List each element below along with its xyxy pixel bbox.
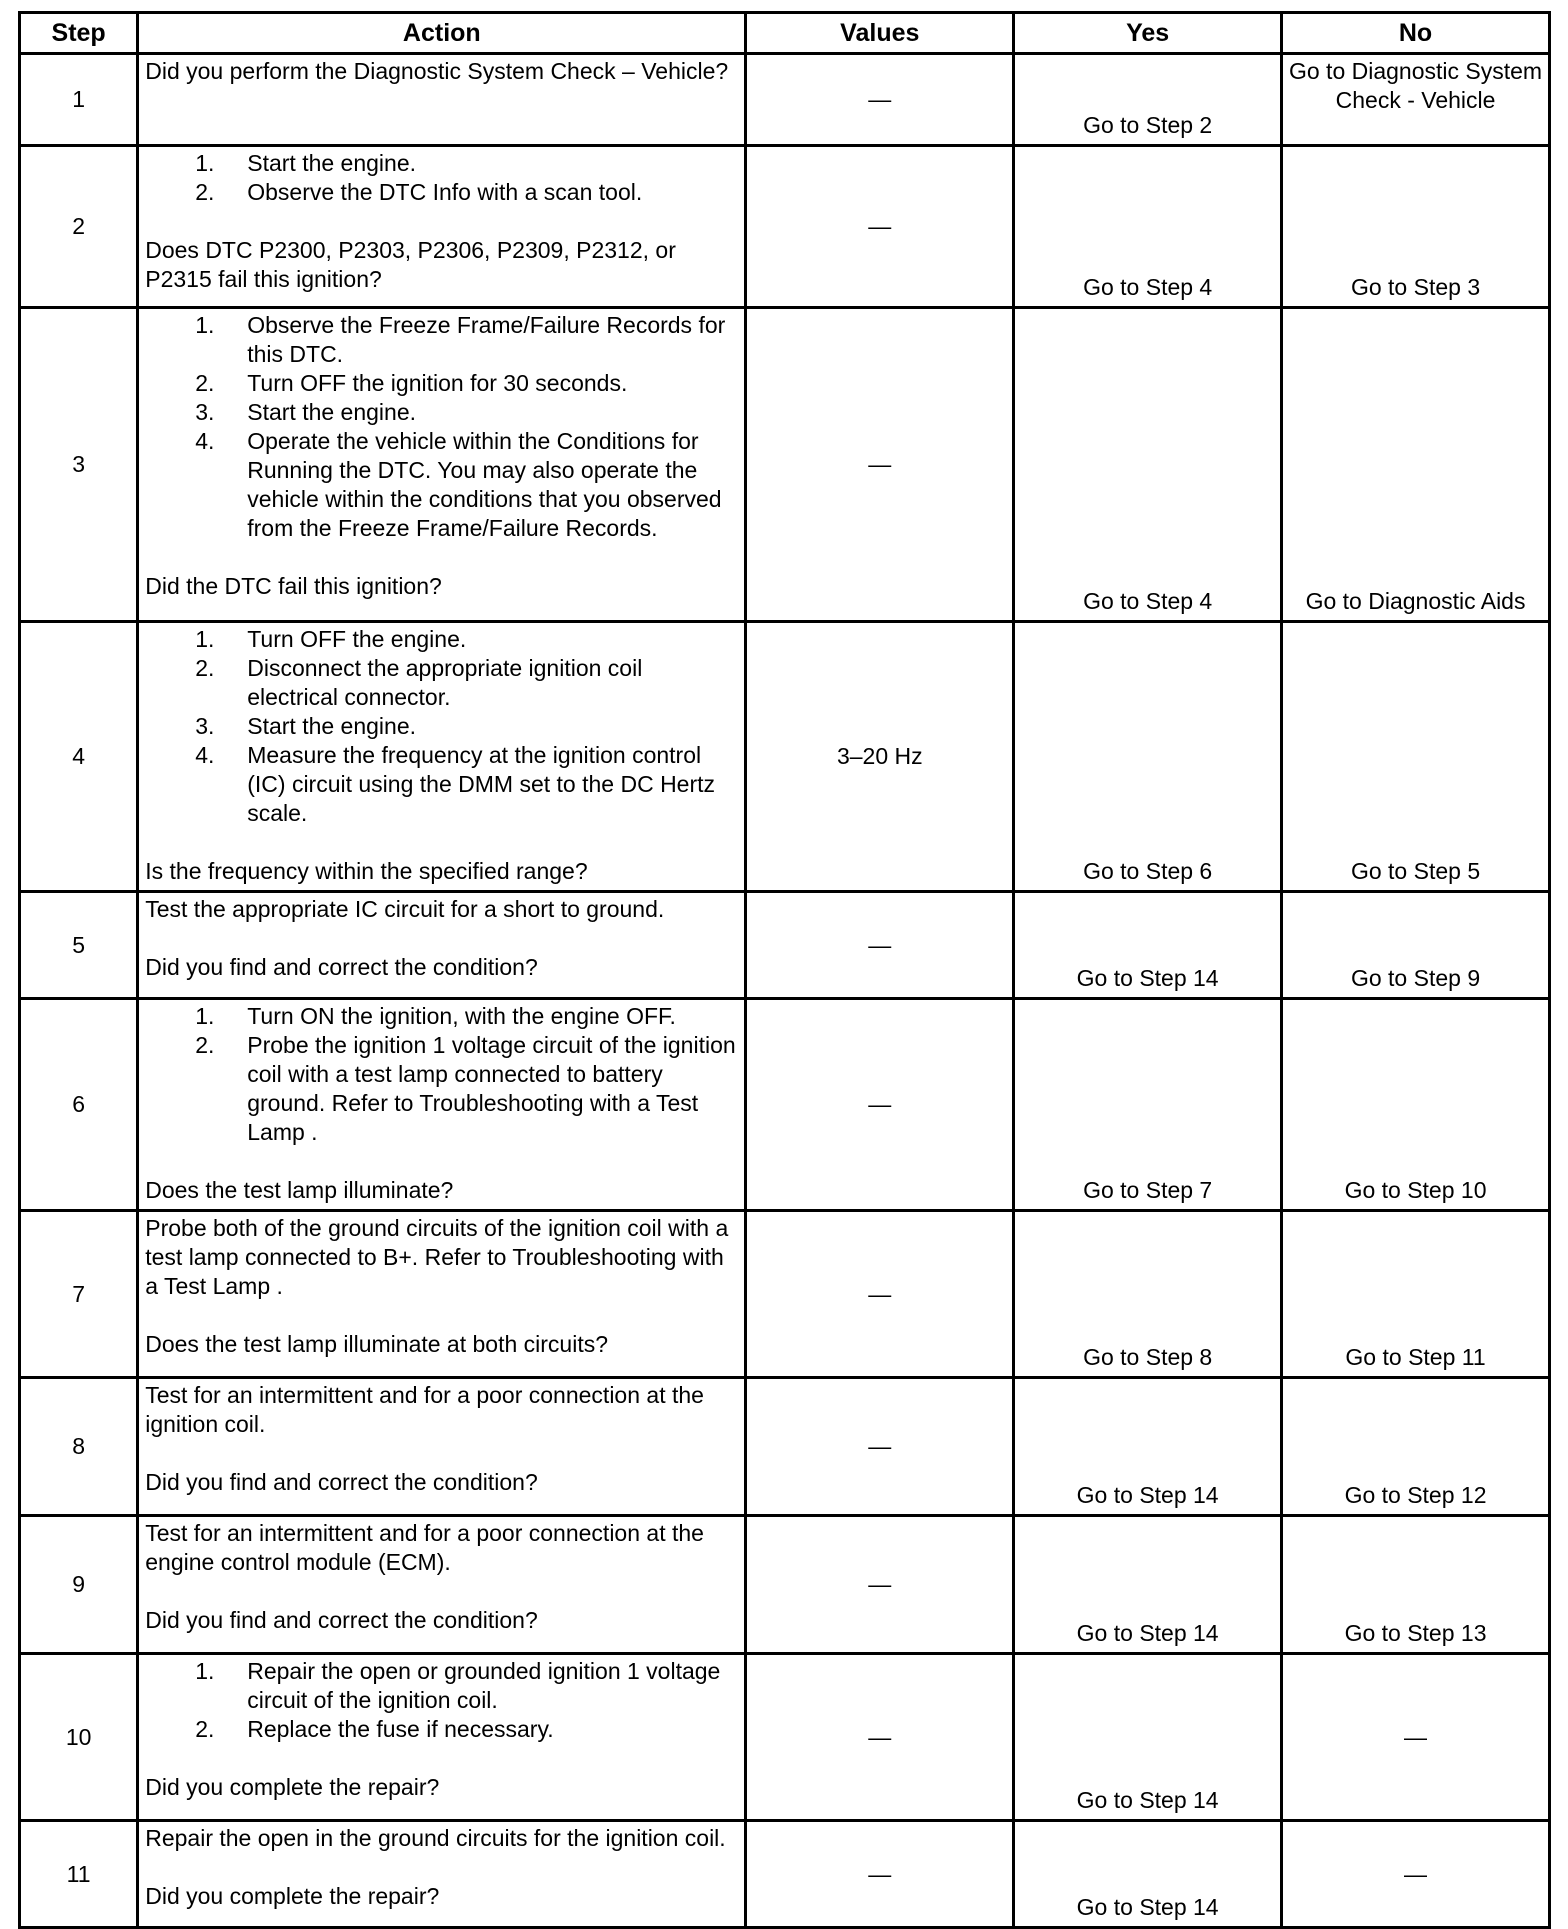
action-step: 2. Disconnect the appropriate ignition coil electrical connector.: [195, 655, 643, 710]
step-number: 9: [20, 1516, 138, 1654]
action-question: Does the test lamp illuminate?: [145, 1177, 454, 1203]
yes-cell: Go to Step 14: [1014, 1821, 1282, 1928]
header-yes: Yes: [1014, 13, 1282, 54]
action-step: 3. Start the engine.: [195, 399, 417, 425]
no-cell: Go to Step 11: [1282, 1211, 1550, 1378]
yes-cell: Go to Step 2: [1014, 54, 1282, 146]
action-question: Is the frequency within the specified range?: [145, 858, 588, 884]
step-number: 5: [20, 892, 138, 999]
table-row: [20, 622, 1550, 892]
no-cell: Go to Step 3: [1282, 146, 1550, 308]
values-cell: —: [746, 1516, 1014, 1654]
action-step: 2. Turn OFF the ignition for 30 seconds.: [195, 370, 628, 396]
table-row: [20, 308, 1550, 622]
header-values: Values: [746, 13, 1014, 54]
no-cell: Go to Diagnostic Aids: [1282, 308, 1550, 622]
no-cell: Go to Step 12: [1282, 1378, 1550, 1516]
action-step: 1. Turn OFF the engine.: [195, 626, 467, 652]
action-intro: Test the appropriate IC circuit for a short to ground.: [145, 896, 665, 922]
yes-cell: Go to Step 14: [1014, 1516, 1282, 1654]
action-cell: [138, 999, 746, 1211]
yes-cell: Go to Step 4: [1014, 146, 1282, 308]
table-row: [20, 1378, 1550, 1516]
action-steps: [145, 1002, 738, 1147]
table-row: [20, 999, 1550, 1211]
yes-cell: Go to Step 6: [1014, 622, 1282, 892]
yes-cell: Go to Step 14: [1014, 1654, 1282, 1821]
table-row: [20, 146, 1550, 308]
step-number: 7: [20, 1211, 138, 1378]
no-cell: Go to Step 10: [1282, 999, 1550, 1211]
table-row: [20, 892, 1550, 999]
table-row: [20, 1821, 1550, 1928]
action-cell: [138, 1516, 746, 1654]
action-step: 1. Start the engine.: [195, 150, 417, 176]
action-steps: [145, 1657, 738, 1744]
action-question: Did you find and correct the condition?: [145, 954, 538, 980]
action-steps: [145, 311, 738, 543]
values-cell: —: [746, 308, 1014, 622]
action-cell: [138, 308, 746, 622]
table-row: [20, 1211, 1550, 1378]
header-row: [20, 13, 1550, 54]
step-number: 10: [20, 1654, 138, 1821]
action-question: Did the DTC fail this ignition?: [145, 573, 442, 599]
table-row: [20, 1654, 1550, 1821]
yes-cell: Go to Step 14: [1014, 892, 1282, 999]
action-step: 4. Measure the frequency at the ignition control (IC) circuit using the DMM set to the DC Hertz scale.: [195, 742, 716, 826]
action-intro: Did you perform the Diagnostic System Check – Vehicle?: [145, 58, 729, 84]
header-step: Step: [20, 13, 138, 54]
no-cell: Go to Step 9: [1282, 892, 1550, 999]
action-step: 1. Turn ON the ignition, with the engine OFF.: [195, 1003, 676, 1029]
action-question: Did you find and correct the condition?: [145, 1607, 538, 1633]
action-question: Did you complete the repair?: [145, 1774, 440, 1800]
action-step: 1. Observe the Freeze Frame/Failure Records for this DTC.: [195, 312, 726, 367]
action-cell: [138, 146, 746, 308]
step-number: 6: [20, 999, 138, 1211]
action-step: 3. Start the engine.: [195, 713, 417, 739]
action-steps: [145, 625, 738, 828]
no-cell: —: [1282, 1654, 1550, 1821]
action-cell: [138, 1211, 746, 1378]
action-step: 4. Operate the vehicle within the Conditions for Running the DTC. You may also operate the vehicle within the conditions that you observed from the Freeze Frame/Failure Records.: [195, 428, 722, 541]
action-question: Did you find and correct the condition?: [145, 1469, 538, 1495]
values-cell: —: [746, 146, 1014, 308]
values-cell: —: [746, 999, 1014, 1211]
yes-cell: Go to Step 14: [1014, 1378, 1282, 1516]
no-cell: Go to Step 13: [1282, 1516, 1550, 1654]
action-intro: Test for an intermittent and for a poor connection at the engine control module (ECM).: [145, 1520, 704, 1575]
step-number: 3: [20, 308, 138, 622]
action-step: 2. Probe the ignition 1 voltage circuit of the ignition coil with a test lamp connected to battery ground. Refer to Troubleshooting with a Test Lamp .: [195, 1032, 736, 1145]
action-question: Does the test lamp illuminate at both circuits?: [145, 1331, 609, 1357]
step-number: 2: [20, 146, 138, 308]
yes-cell: Go to Step 7: [1014, 999, 1282, 1211]
values-cell: —: [746, 892, 1014, 999]
table-row: [20, 1516, 1550, 1654]
diagnostic-table: [18, 11, 1551, 1929]
action-step: 2. Observe the DTC Info with a scan tool.: [195, 179, 643, 205]
action-intro: Probe both of the ground circuits of the ignition coil with a test lamp connected to B+. Refer to Troubleshooting with a Test Lamp .: [145, 1215, 729, 1299]
values-cell: —: [746, 1211, 1014, 1378]
step-number: 1: [20, 54, 138, 146]
no-cell: Go to Diagnostic System Check - Vehicle: [1282, 54, 1550, 146]
action-steps: [145, 149, 738, 207]
action-cell: [138, 892, 746, 999]
action-cell: [138, 622, 746, 892]
step-number: 4: [20, 622, 138, 892]
header-no: No: [1282, 13, 1550, 54]
action-intro: Test for an intermittent and for a poor connection at the ignition coil.: [145, 1382, 704, 1437]
values-cell: —: [746, 1378, 1014, 1516]
action-question: Does DTC P2300, P2303, P2306, P2309, P2312, or P2315 fail this ignition?: [145, 237, 676, 292]
action-step: 1. Repair the open or grounded ignition 1 voltage circuit of the ignition coil.: [195, 1658, 721, 1713]
table-row: [20, 54, 1550, 146]
values-cell: —: [746, 1654, 1014, 1821]
no-cell: Go to Step 5: [1282, 622, 1550, 892]
yes-cell: Go to Step 4: [1014, 308, 1282, 622]
action-cell: [138, 54, 746, 146]
values-cell: 3–20 Hz: [746, 622, 1014, 892]
action-step: 2. Replace the fuse if necessary.: [195, 1716, 554, 1742]
action-question: Did you complete the repair?: [145, 1883, 440, 1909]
step-number: 11: [20, 1821, 138, 1928]
action-cell: [138, 1654, 746, 1821]
values-cell: —: [746, 54, 1014, 146]
header-action: Action: [138, 13, 746, 54]
action-cell: [138, 1821, 746, 1928]
no-cell: —: [1282, 1821, 1550, 1928]
action-intro: Repair the open in the ground circuits for the ignition coil.: [145, 1825, 726, 1851]
step-number: 8: [20, 1378, 138, 1516]
values-cell: —: [746, 1821, 1014, 1928]
yes-cell: Go to Step 8: [1014, 1211, 1282, 1378]
action-cell: [138, 1378, 746, 1516]
